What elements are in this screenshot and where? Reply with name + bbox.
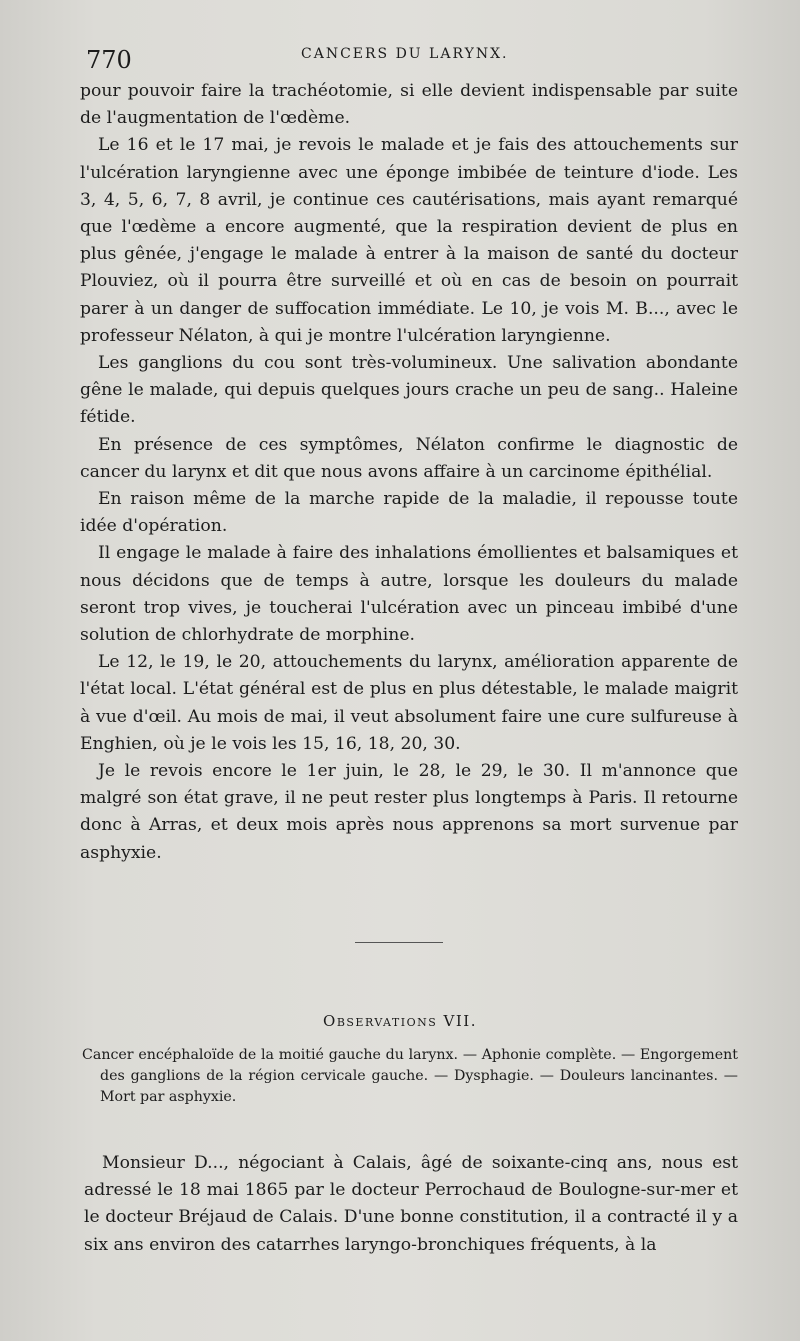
observation-text: [84, 1150, 738, 1259]
paragraph: Le 12, le 19, le 20, attouchements du larynx, amélioration apparente de l'état local. L'état général est de plus en plus détestable, le malade maigrit à vue d'œil. Au mois de mai, il veut absolument faire une cure sulfureuse à Enghien, où je le vois les 15, 16, 18, 20, 30.: [80, 652, 738, 754]
paragraph: Le 16 et le 17 mai, je revois le malade et je fais des attouchements sur l'ulcération laryngienne avec une éponge imbibée de teinture d'iode. Les 3, 4, 5, 6, 7, 8 avril, je continue ces cautérisations, mais ayant remarqué que l'œdème a encore augmenté, que la respiration devient de plus en plus gênée, j'engage le malade à entrer à la maison de santé du docteur Plouviez, où il pourra être surveillé et où en cas de besoin on pourrait parer à un danger de suffocation immédiate. Le 10, je vois M. B..., avec le professeur Nélaton, à qui je montre l'ulcération laryngienne.: [80, 135, 738, 346]
paragraph: Il engage le malade à faire des inhalations émollientes et balsamiques et nous décidons que de temps à autre, lorsque les douleurs du malade seront trop vives, je toucherai l'ulcération avec un pinceau imbibé d'une solution de chlorhydrate de morphine.: [80, 543, 738, 646]
paragraph: pour pouvoir faire la trachéotomie, si elle devient indispensable par suite de l'augmentation de l'œdème.: [80, 81, 738, 129]
main-text: [80, 78, 738, 867]
running-title: CANCERS DU LARYNX.: [301, 46, 509, 62]
paragraph: Monsieur D..., négociant à Calais, âgé de soixante-cinq ans, nous est adressé le 18 mai 1865 par le docteur Perrochaud de Boulogne-sur-mer et le docteur Bréjaud de Calais. D'une bonne constitution, il a contracté il y a six ans environ des catarrhes laryngo-bronchiques fréquents, à la: [84, 1153, 738, 1255]
paragraph: Je le revois encore le 1er juin, le 28, le 29, le 30. Il m'annonce que malgré son état grave, il ne peut rester plus longtemps à Paris. Il retourne donc à Arras, et deux mois après nous apprenons sa mort survenue par asphyxie.: [80, 761, 738, 863]
page-number: 770: [86, 46, 132, 74]
observation-summary: [82, 1045, 738, 1108]
section-divider: [355, 942, 443, 943]
observation-heading: Observations VII.: [323, 1012, 477, 1030]
page-header: [86, 40, 736, 74]
summary-text: Cancer encéphaloïde de la moitié gauche du larynx. — Aphonie complète. — Engorgement des ganglions de la région cervicale gauche. — Dysphagie. — Douleurs lancinantes. — Mort par asphyxie.: [82, 1047, 738, 1105]
paragraph: En présence de ces symptômes, Nélaton confirme le diagnostic de cancer du larynx et dit que nous avons affaire à un carcinome épithélial.: [80, 434, 738, 482]
paragraph: Les ganglions du cou sont très-volumineux. Une salivation abondante gêne le malade, qui depuis quelques jours crache un peu de sang.. Haleine fétide.: [80, 353, 738, 428]
paragraph: En raison même de la marche rapide de la maladie, il repousse toute idée d'opération.: [80, 489, 738, 537]
